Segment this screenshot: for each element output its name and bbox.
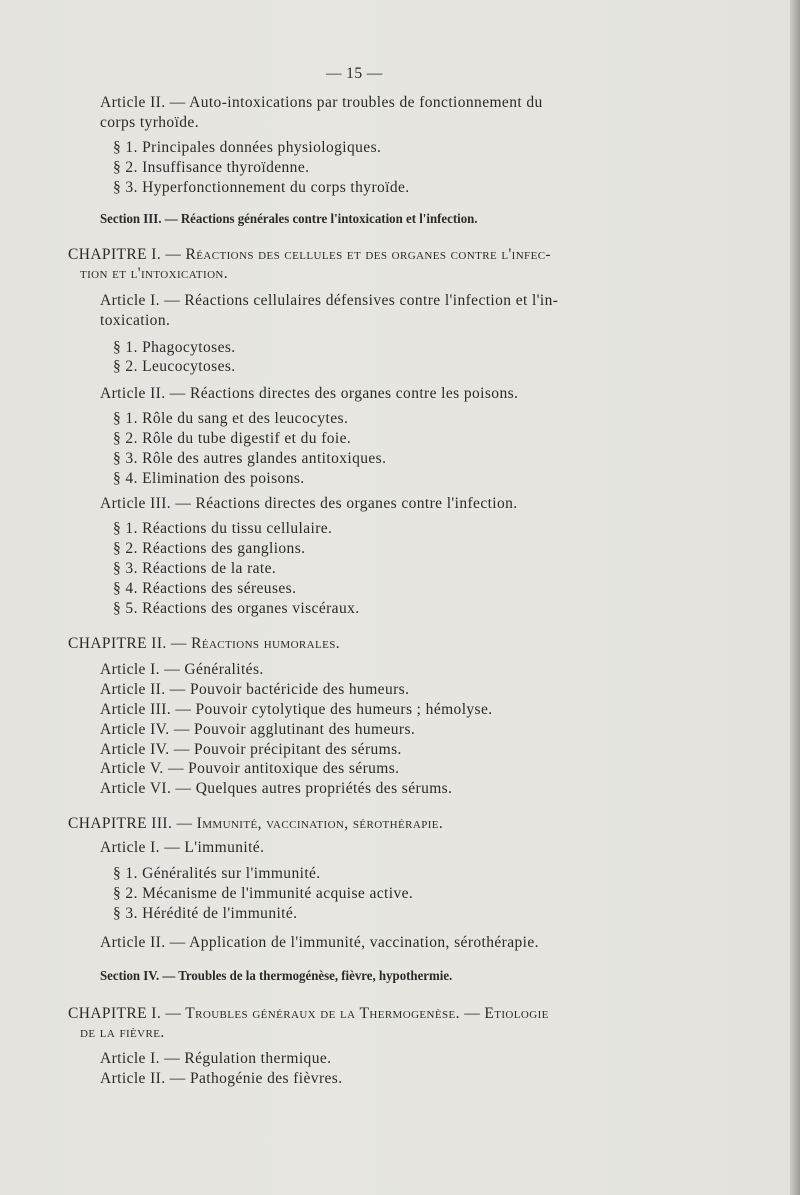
section-heading: Section IV. — Troubles de la thermogénèse, fièvre, hypothermie. — [100, 969, 453, 984]
toc-entry: Article III. — Réactions directes des organes contre l'infection. — [100, 495, 518, 512]
toc-entry: Article II. — Application de l'immunité, vaccination, sérothérapie. — [100, 934, 539, 951]
toc-entry: Article I. — Régulation thermique. — [100, 1050, 332, 1067]
toc-subentry: § 2. Rôle du tube digestif et du foie. — [113, 430, 352, 447]
toc-subentry: § 2. Leucocytoses. — [113, 358, 236, 375]
chapter-heading: CHAPITRE II. — Réactions humorales. — [68, 635, 341, 652]
toc-subentry: § 1. Principales données physiologiques. — [113, 139, 382, 156]
page-edge-shadow — [790, 0, 800, 1195]
toc-subentry: § 2. Réactions des ganglions. — [113, 540, 306, 557]
toc-entry: Article IV. — Pouvoir agglutinant des humeurs. — [100, 721, 416, 738]
toc-entry-continuation: corps tyrhoïde. — [100, 114, 199, 131]
chapter-heading: CHAPITRE III. — Immunité, vaccination, sérothérapie. — [68, 815, 444, 832]
toc-entry: Article I. — Réactions cellulaires défensives contre l'infection et l'in- — [100, 292, 559, 309]
toc-subentry: § 4. Réactions des séreuses. — [113, 580, 297, 597]
toc-entry: Article II. — Réactions directes des organes contre les poisons. — [100, 385, 519, 402]
toc-subentry: § 3. Hyperfonctionnement du corps thyroïde. — [113, 179, 410, 196]
toc-entry: Article III. — Pouvoir cytolytique des humeurs ; hémolyse. — [100, 701, 493, 718]
toc-entry: Article II. — Auto-intoxications par troubles de fonctionnement du — [100, 94, 543, 111]
toc-subentry: § 1. Réactions du tissu cellulaire. — [113, 520, 333, 537]
toc-subentry: § 1. Rôle du sang et des leucocytes. — [113, 410, 349, 427]
toc-entry-continuation: toxication. — [100, 312, 171, 329]
toc-entry: Article I. — Généralités. — [100, 661, 264, 678]
toc-entry: Article II. — Pouvoir bactéricide des humeurs. — [100, 681, 410, 698]
chapter-heading-continuation: tion et l'intoxication. — [80, 265, 229, 282]
toc-entry: Article V. — Pouvoir antitoxique des sérums. — [100, 760, 400, 777]
page-number: — 15 — — [326, 65, 383, 82]
toc-entry: Article VI. — Quelques autres propriétés des sérums. — [100, 780, 453, 797]
toc-entry: Article II. — Pathogénie des fièvres. — [100, 1070, 343, 1087]
toc-subentry: § 3. Rôle des autres glandes antitoxiques. — [113, 450, 387, 467]
chapter-heading: CHAPITRE I. — Troubles généraux de la Thermogenèse. — Etiologie — [68, 1005, 549, 1022]
section-heading: Section III. — Réactions générales contre l'intoxication et l'infection. — [100, 212, 478, 227]
toc-subentry: § 2. Mécanisme de l'immunité acquise active. — [113, 885, 414, 902]
chapter-heading: CHAPITRE I. — Réactions des cellules et des organes contre l'infec- — [68, 246, 551, 263]
toc-subentry: § 1. Phagocytoses. — [113, 339, 236, 356]
toc-subentry: § 3. Hérédité de l'immunité. — [113, 905, 298, 922]
toc-subentry: § 1. Généralités sur l'immunité. — [113, 865, 321, 882]
toc-entry: Article I. — L'immunité. — [100, 839, 265, 856]
toc-subentry: § 4. Elimination des poisons. — [113, 470, 305, 487]
toc-subentry: § 5. Réactions des organes viscéraux. — [113, 600, 360, 617]
toc-subentry: § 2. Insuffisance thyroïdenne. — [113, 159, 310, 176]
chapter-heading-continuation: de la fièvre. — [80, 1024, 165, 1041]
toc-subentry: § 3. Réactions de la rate. — [113, 560, 277, 577]
toc-entry: Article IV. — Pouvoir précipitant des sérums. — [100, 741, 402, 758]
